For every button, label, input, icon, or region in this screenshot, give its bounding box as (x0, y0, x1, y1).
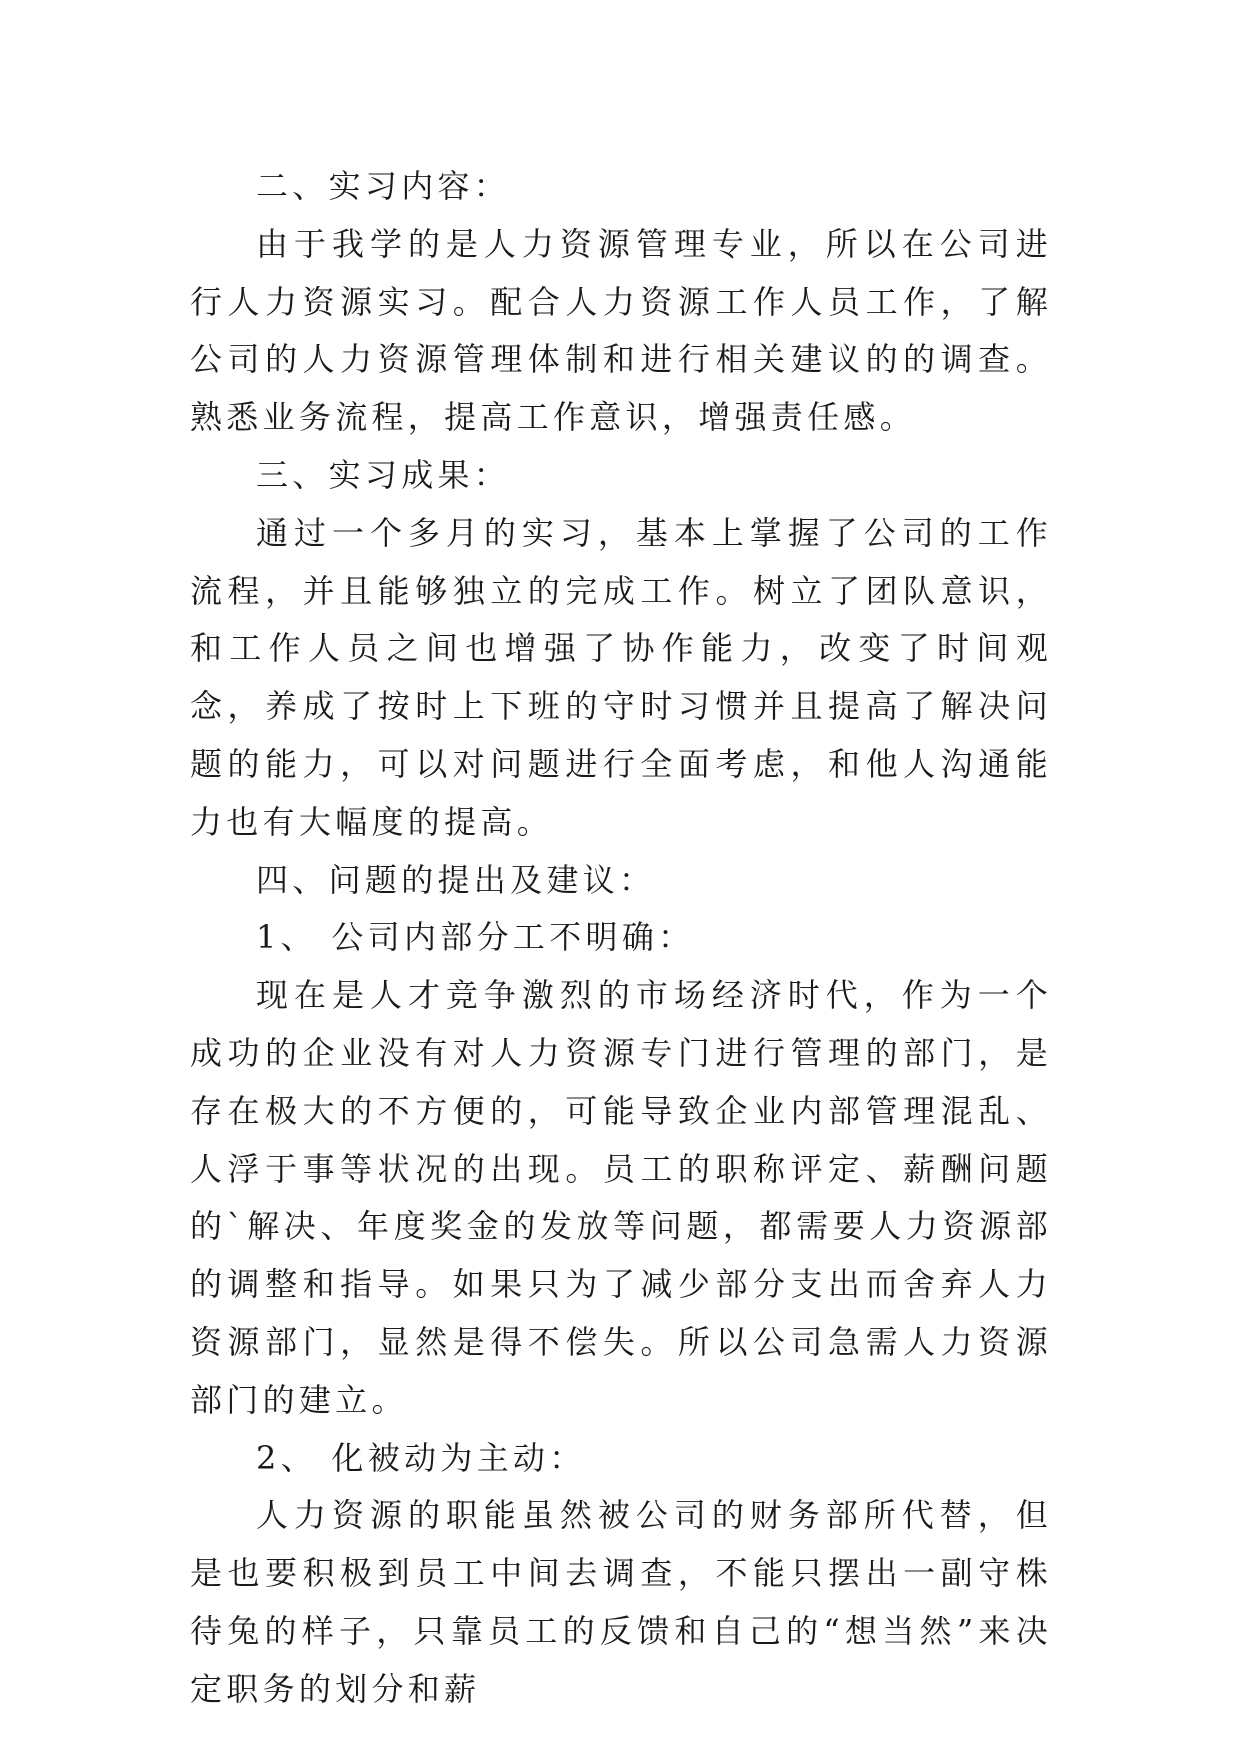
paragraph-unclear-division: 现在是人才竞争激烈的市场经济时代，作为一个成功的企业没有对人力资源专门进行管理的部门，是存在极大的不方便的，可能导致企业内部管理混乱、人浮于事等状况的出现。员工的职称评定、薪酬问题的`解决、年度奖金的发放等问题，都需要人力资源部的调整和指导。如果只为了减少部分支出而舍弃人力资源部门，显然是得不偿失。所以公司急需人力资源部门的建立。 (190, 976, 1052, 1419)
subheading-unclear-division: 1、 公司内部分工不明确： (256, 918, 695, 957)
paragraph-internship-results: 通过一个多月的实习，基本上掌握了公司的工作流程，并且能够独立的完成工作。树立了团队意识，和工作人员之间也增强了协作能力，改变了时间观念，养成了按时上下班的守时习惯并且提高了解决问题的能力，可以对问题进行全面考虑，和他人沟通能力也有大幅度的提高。 (190, 513, 1052, 841)
section-heading-internship-results: 三、实习成果： (256, 455, 511, 494)
section-heading-problems-suggestions: 四、问题的提出及建议： (256, 860, 656, 899)
subheading-passive-to-active: 2、 化被动为主动： (256, 1438, 586, 1477)
paragraph-internship-content: 由于我学的是人力资源管理专业，所以在公司进行人力资源实习。配合人力资源工作人员工作，了解公司的人力资源管理体制和进行相关建议的的调查。熟悉业务流程，提高工作意识，增强责任感。 (190, 224, 1052, 437)
document-body (190, 158, 1052, 1719)
section-heading-internship-content: 二、实习内容： (256, 167, 511, 205)
paragraph-passive-to-active: 人力资源的职能虽然被公司的财务部所代替，但是也要积极到员工中间去调查，不能只摆出一副守株待兔的样子，只靠员工的反馈和自己的“想当然”来决定职务的划分和薪 (190, 1496, 1052, 1708)
